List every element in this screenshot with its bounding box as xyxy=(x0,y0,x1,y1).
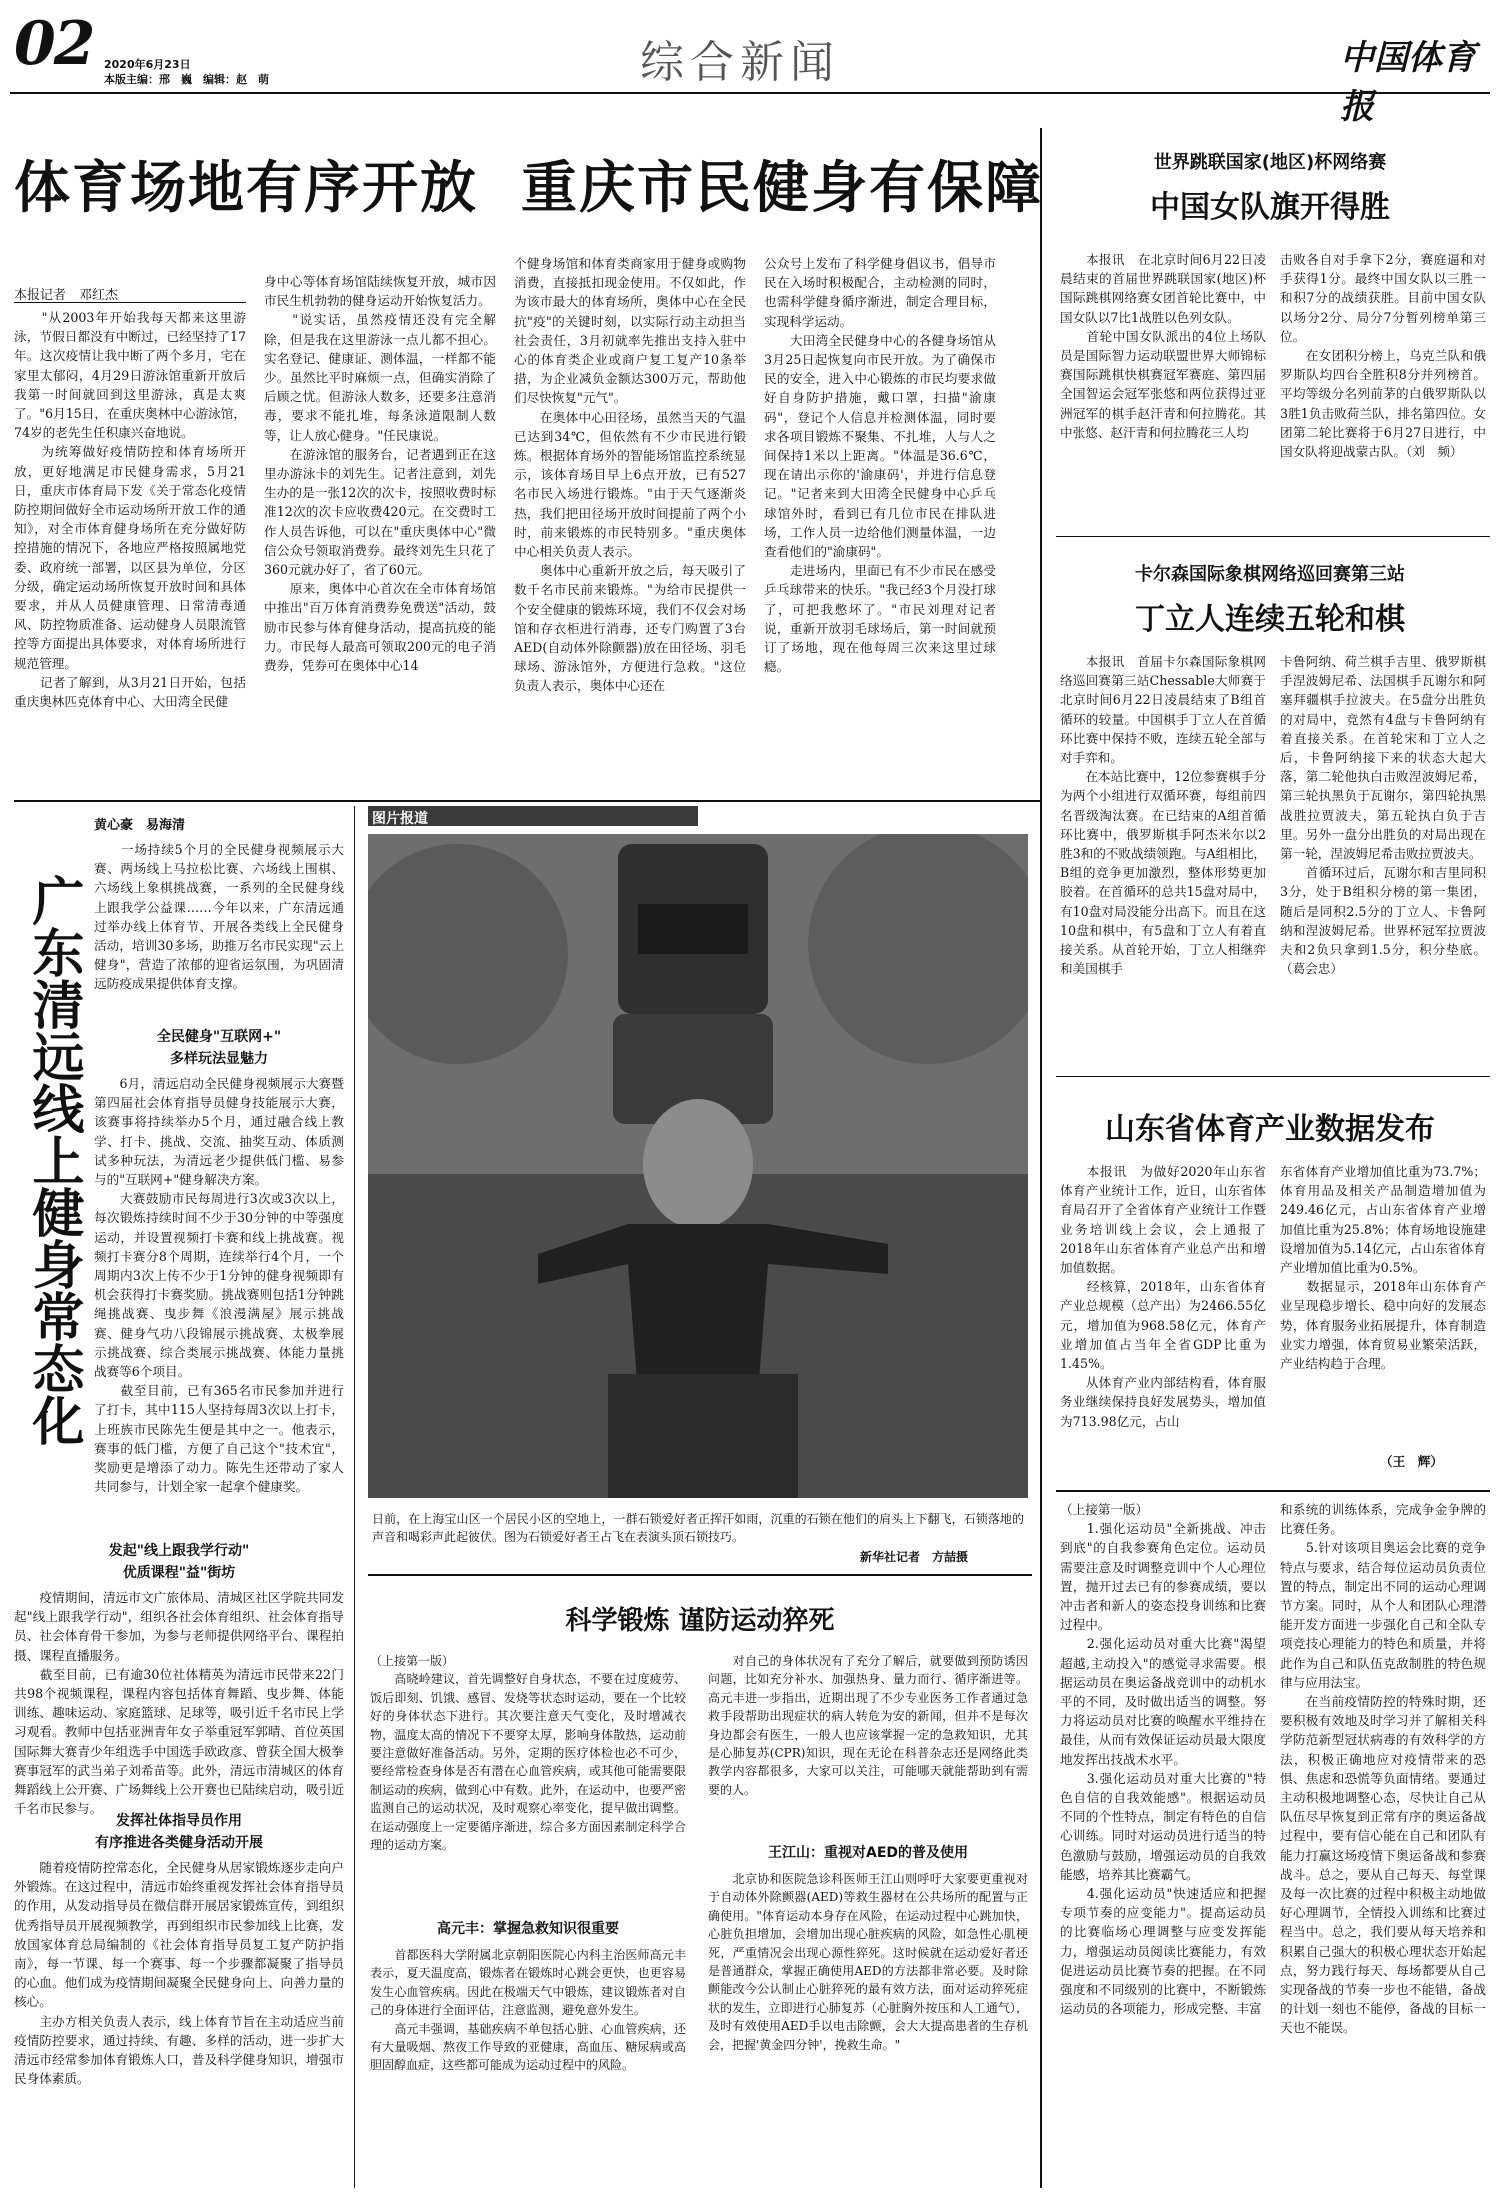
shandong-col-b: 东省体育产业增加值比重为73.7%；体育用品及相关产品制造增加值为249.46亿元，占山东省体育产业增加值比重为25.8%；体育场地设施建设增加值为5.14亿元，占山东省体育产业增加值比重为0.5%。 数据显示，2018年山东体育产业呈现稳步增长、稳中向好的发展态势，体育服务业拓展提升，体育制造业实力增强，体育贸易业繁荣活跃，产业结构趋于合理。 xyxy=(1280,1164,1486,1372)
guangdong-divider xyxy=(354,806,355,2188)
masthead xyxy=(0,0,1500,127)
photo-credit: 新华社记者 方喆摄 xyxy=(860,1550,969,1564)
science-col-b2: 北京协和医院急诊科医师王江山则呼吁大家要更重视对于自动体外除颤器(AED)等救生器材在公共场所的配置与正确使用。"体育运动本身存在风险，在运动过程中心跳加快，心脏负担增加，会增加出现心脏疾病的风险，如急性心肌梗死，严重情况会出现心源性猝死。这时候就在运动爱好者还是普通群众，掌握正确使用AED的方法都非常必要。及时除颤能改今公认制止心脏猝死的最有效方法，面对运动猝死症状的发生，立即进行心肺复苏（心脏胸外按压和人工通气），及时有效使用AED手以电击除颤，会大大提高患者的生存机会，把握'黄金四分钟'，挽救生命。" xyxy=(708,1872,1028,2052)
shandong-col-a: 本报讯 为做好2020年山东省体育产业统计工作，近日，山东省体育局召开了全省体育产业统计工作暨业务培训线上会议，会上通报了2018年山东省体育产业总产出和增加值数据。 经核算，2018年，山东省体育产业总规模（总产出）为2466.55亿元，增加值为968.58亿元，体育产业增加值占当年全省GDP比重为1.45%。 从体育产业内部结构看，体育服务业继续保持良好发展势头，增加值为713.98亿元，占山 xyxy=(1060,1164,1266,1429)
page-number: 02 xyxy=(14,9,94,79)
guangdong-lede: 一场持续5个月的全民健身视频展示大赛、两场线上马拉松比赛、六场线上围棋、六场线上象棋挑战赛，一系列的全民健身线上跟我学公益课……今年以来，广东清远通过举办线上体育节、开展各类线上全民健身活动，培训30多场，助推万名市民实现"云上健身"，营造了浓郁的迎省运氛围，为巩固清远防疫成果提供体育支撑。 xyxy=(94,842,344,992)
section-title: 综合新闻 xyxy=(640,37,840,88)
science-headline: 科学锻炼 谨防运动猝死 xyxy=(565,1606,835,1636)
editors-line: 本版主编：邢 巍 编辑：赵 萌 xyxy=(104,73,269,86)
guangdong-byline: 黄心豪 易海清 xyxy=(94,818,186,833)
women-kicker: 世界跳联国家(地区)杯网络赛 xyxy=(1153,152,1387,173)
women-col-a: 本报讯 在北京时间6月22日凌晨结束的首届世界跳联国家(地区)杯国际跳棋网络赛女团首轮比赛中，中国女队以7比1战胜以色列女队。 首轮中国女队派出的4位上场队员是国际智力运动联盟世界大师锦标赛国际跳棋快棋赛冠军赛庭、第四届全国智运会冠军张悠和两位获得过亚洲冠军的棋手赵汗青和何拉腾花。其中张悠、赵汗青和何拉腾花三人均 xyxy=(1060,252,1266,440)
issue-date: 2020年6月23日 xyxy=(104,58,191,71)
guangdong-para-1: 6月，清远启动全民健身视频展示大赛暨第四届社会体育指导员健身技能展示大赛，该赛事将持续举办5个月，通过融合线上教学、打卡、挑战、交流、抽奖互动、体质测试多种玩法，为清远老少提供低门槛、易参与的"互联网+"健身解决方案。 大赛鼓励市民每周进行3次或3次以上，每次锻炼持续时间不少于30分钟的中等强度运动，并设置视频打卡赛和线上挑战赛。视频打卡赛分8个周期，连续举行4个月，一个周期内3次上传不少于1分钟的健身视频即有机会获得打卡赛奖励。挑战赛则包括1分钟跳绳挑战赛、曳步舞《浪漫满屋》展示挑战赛、健身气功八段锦展示挑战赛、太极拳展示挑战赛、综合类展示挑战赛、体能力量挑战赛等6个项目。 截至目前，已有365名市民参加并进行了打卡，其中115人坚持每周3次以上打卡，上班族市民陈先生便是其中之一。他表示，赛事的低门槛，方便了自己这个"技术宜"，奖励更是增添了动力。陈先生还带动了家人共同参与，计划全家一起拿个健康奖。 xyxy=(94,1076,344,1495)
women-col-b: 击败各自对手拿下2分，赛庭逼和对手获得1分。最终中国女队以三胜一和积7分的战绩获胜。目前中国女队以场分2分、局分7分暂列榜单第三位。 在女团积分榜上，乌克兰队和俄罗斯队均四台全胜积8分并列榜首。平均等级分名列前茅的白俄罗斯队以3胜1负击败荷兰队，排名第四位。女团第二轮比赛将于6月27日进行，中国女队将迎战蒙古队。（刘 频） xyxy=(1280,252,1486,460)
lead-headline: 体育场地有序开放 重庆市民健身有保障 xyxy=(14,156,1043,221)
photo-stone-lock xyxy=(368,834,1028,1498)
byline-rule xyxy=(14,302,246,303)
guangdong-vertical-title: 广东清远线上健身常态化 xyxy=(23,874,83,1446)
continuation-col-b: 和系统的训练体系，完成争金争牌的比赛任务。 5.针对该项目奥运会比赛的竞争特点与要求，结合每位运动员负责位置的特点，制定出不同的运动心理调节方案。同时，从个人和团队心理潜能开发方面进一步强化自己和全队专项竞技心理能力的特色和质量，并将此作为自己和队伍克敌制胜的特色规律与应用法宝。 在当前疫情防控的特殊时期，还要积极有效地及时学习并了解相关科学防范新型冠状病毒的有效科学的方法，积极正确地应对疫情带来的恐惧、焦虑和恐慌等负面情绪。要通过主动积极地调整心态，尽快让自己从队伍尽早恢复到正常有序的奥运备战过程中，要有信心能在自己和团队有能力打赢这场疫情下奥运备战和参赛战斗。总之，要从自己每天、每堂课及每一次比赛的过程中积极主动地做好心理调节，全情投入训练和比赛过程当中。总之，我们要从每天培养和积累自己强大的积极心理状态开始起点，努力践行每天、每场都要从自己实现备战的节奏一步也不能错，备战的计划一刻也不能停，备战的目标一天也不能误。 xyxy=(1280,1502,1486,2036)
guangdong-sub-2: 发起"线上跟我学行动" 优质课程"益"街坊 xyxy=(108,1543,250,1581)
ding-col-b: 卡鲁阿纳、荷兰棋手吉里、俄罗斯棋手涅波姆尼希、法国棋手瓦谢尔和阿塞拜疆棋手拉波夫。在5盘分出胜负的对局中，竞然有4盘与卡鲁阿纳有着直接关系。在首轮宋和丁立人之后，卡鲁阿纳接下来的状态大起大落，第二轮他执白击败涅波姆尼希，第三轮执黑负于瓦谢尔，第四轮执黑战胜拉贾波夫，第五轮执白负于吉里。另外一盘分出胜负的对局出现在第一轮，涅波姆尼希击败拉贾波夫。 首循环过后，瓦谢尔和吉里同积3分，处于B组积分榜的第一集团，随后是同积2.5分的丁立人、卡鲁阿纳和涅波姆尼希。世界杯冠军拉贾波夫和2负只拿到1.5分，积分垫底。（葛会忠） xyxy=(1280,654,1486,977)
guangdong-para-3: 随着疫情防控常态化，全民健身从居家锻炼逐步走向户外锻炼。在这过程中，清远市始终重视发挥社会体育指导员的作用，从发动指导员在微信群开展居家锻炼宣传，到组织优秀指导员开展视频教学，再到组织市民参加线上比赛，发放国家体育总局编制的《社会体育指导员复工复产防护指南》，每一节课、每一个赛事、每一个步骤都凝聚了指导员的心血。他们成为疫情期间凝聚全民健身向上、向善力量的核心。 主办方相关负责人表示，线上体育节旨在主动适应当前疫情防控要求，通过持续、有趣、多样的活动，进一步扩大清远市经常参加体育锻炼人口，普及科学健身知识，增强市民身体素质。 xyxy=(14,1860,344,2087)
lead-bottom-rule xyxy=(14,800,1042,802)
shandong-headline: 山东省体育产业数据发布 xyxy=(1105,1112,1435,1147)
lead-col-1: "从2003年开始我每天都来这里游泳，节假日都没有中断过，已经坚持了17年。这次疫情让我中断了两个多月，宅在家里太郁闷，4月29日游泳馆重新开放后我第一时间就回到这里游泳，真是太爽了。"6月15日，在重庆奥林中心游泳馆，74岁的老先生任积康兴奋地说。 为统筹做好疫情防控和体育场所开放，更好地满足市民健身需求，5月21日，重庆市体育局下发《关于常态化疫情防控期间做好全市运动场所开放工作的通知》，对全市体育健身场所在充分做好防控措施的情况下，各地应严格按照属地党委、政府统一部署，以区县为单位，分区分级，确定运动场所恢复开放时间和具体要求，并从人员健康管理、日常清毒通风、防控物质准备、运动健身人员限流管控等方面提出具体要求，对体育场所进行规范管理。 记者了解到，从3月21日开始，包括重庆奥林匹克体育中心、大田湾全民健 xyxy=(14,310,246,710)
women-rule xyxy=(1056,536,1490,537)
photo-rule xyxy=(368,1574,1032,1576)
guangdong-para-2: 疫情期间，清远市文广旅体局、清城区社区学院共同发起"线上跟我学行动"，组织各社会体育组织、社会体育指导员、社会体育骨干参加，为参与老师提供网络平台、课程拍摄、课程直播服务。 截至目前，已有逾30位社体精英为清远市民带来22门共98个视频课程，课程内容包括体育舞蹈、曳步舞、体能训练、趣味运动、家庭篮球、足球等，吸引近千名市民上学习观看。教师中包括亚洲青年女子举重冠军郭晴、首位英国国际舞大赛青少年组选手中国选手欧政彦、曾获全国大极拳赛事冠军的武当弟子刘希苗等。此外，清远市清城区的体育舞蹈线上公开赛、广场舞线上公开赛也已陆续启动，吸引近千名市民参与。 xyxy=(14,1590,344,1817)
ding-headline: 丁立人连续五轮和棋 xyxy=(1135,602,1405,637)
ding-kicker: 卡尔森国际象棋网络巡回赛第三站 xyxy=(1135,564,1405,585)
photo-caption: 日前，在上海宝山区一个居民小区的空地上，一群石锁爱好者正挥汗如雨，沉重的石锁在他们的肩头上下翻飞，石锁落地的声音和喝彩声此起彼伏。图为石锁爱好者王占飞在表演头顶石锁技巧。 xyxy=(372,1512,1024,1544)
lead-col-3: 个健身场馆和体育类商家用于健身或购物消费，直接抵扣现金使用。不仅如此，作为该市最大的体育场所，奥体中心在全民抗"疫"的关键时刻，以实际行动主动担当社会责任，3月初就率先推出支持入驻中心的体育类企业或商户复工复产10条举措，为企业减负金额达300万元，帮助他们尽快恢复"元气"。 在奥体中心田径场，虽然当天的气温已达到34℃，但依然有不少市民进行锻炼。根据体育场外的智能场馆监控系统显示，该体育场目早上6点开放，已有527名市民入场进行锻炼。"由于天气逐渐炎热，我们把田径场开放时间提前了两个小时，前来锻炼的市民特别多。"重庆奥体中心相关负责人表示。 奥体中心重新开放之后，每天吸引了数千名市民前来锻炼。"为给市民提供一个安全健康的锻炼环境，我们不仅会对场馆和存衣柜进行消毒，还专门购置了3台AED(自动体外除颤器)放在田径场、羽毛球场、游泳馆外，方便进行急救。"这位负责人表示，奥体中心还在 xyxy=(514,256,746,694)
ding-col-a: 本报讯 首届卡尔森国际象棋网络巡回赛第三站Chessable大师赛于北京时间6月22日凌晨结束了B组首循环的较量。中国棋手丁立人在首循环比赛中保持不败，连续五轮全部与对手弈和。 在本站比赛中，12位参赛棋手分为两个小组进行双循环赛，每组前四名晋级淘汰赛。在已结束的A组首循环比赛中，俄罗斯棋手阿杰米尔以2胜3和的不败战绩领跑。与A组相比，B组的竞争更加激烈，整体形势更加胶着。在首循环的总共15盘对局中，有10盘对局没能分出高下。而且在这10盘和棋中，有5盘和丁立人有着直接关系。从首轮开始，丁立人相继弈和美国棋手 xyxy=(1060,654,1267,977)
photo-label: 图片报道 xyxy=(372,811,428,827)
lead-col-2: 身中心等体育场馆陆续恢复开放，城市因市民生机勃勃的健身运动开始恢复活力。 "说实话，虽然疫情还没有完全解除，但是我在这里游泳一点儿都不担心。实名登记、健康证、测体温，一样都不能少。虽然比平时麻烦一点，但确实消除了后顾之忧。但游泳人数多，还要多注意消毒，要求不能扎堆，每条泳道限制人数等，让人放心健身。"任民康说。 在游泳馆的服务台，记者遇到正在这里办游泳卡的刘先生。记者注意到，刘先生办的是一张12次的次卡，按照收费时标准12次的次卡应收费420元。在交费时工作人员告诉他，可以在"重庆奥体中心"微信公众号领取消费券。最终刘先生只花了360元就办好了，省了60元。 原来，奥体中心首次在全市体育场馆中推出"百万体育消费券免费送"活动，鼓励市民参与体育健身活动，提高抗疫的能力。市民每人最高可领取200元的电子消费券，凭券可在奥体中心14 xyxy=(264,274,496,674)
science-col-a: （上接第一版） 高晓岭建议，首先调整好自身状态，不要在过度疲劳、饭后即刻、饥饿、感冒、发烧等状态时运动，要在一个比较好的身体状态下进行。其次要注意天气变化，及时增减衣物，温度太高的情况下不要穿太厚，影响身体散热，运动前要注意做好准备活动。另外，定期的医疗体检也必不可少，要经常检查身体是否有潜在心血管疾病，或其他可能需要限制运动的疾病，做到心中有数。此外，在运动中，也要严密监测自己的运动状况，及时观察心率变化，提早做出调整。在运动强度上一定要循序渐进，综合多方面因素制定科学合理的运动方案。 xyxy=(370,1654,686,1853)
science-sub-wang: 王江山：重视对AED的普及使用 xyxy=(767,1845,969,1861)
guangdong-sub-1: 全民健身"互联网+" 多样玩法显魅力 xyxy=(156,1029,282,1067)
shandong-author: （王 辉） xyxy=(1380,1454,1443,1469)
lead-col-4: 公众号上发布了科学健身倡议书，倡导市民在入场时积极配合，主动检测的同时，也需科学健身循序渐进，制定合理目标，实现科学运动。 大田湾全民健身中心的各健身场馆从3月25日起恢复向市民开放。为了确保市民的安全，进入中心锻炼的市民均要求做好自身防护措施，戴口罩，扫描"渝康码"，登记个人信息并检测体温，同时要求各项目锻炼不聚集、不扎堆，人与人之间保持1米以上距离。"体温是36.6℃，现在请出示你的'渝康码'，并进行信息登记。"记者来到大田湾全民健身中心乒乓球馆外时，看到已有几位市民在排队进场，工作人员一边给他们测量体温，一边查看他们的"渝康码"。 走进场内，里面已有不少市民在感受乒乓球带来的快乐。"我已经3个月没打球了，可把我憋坏了。"市民刘理对记者说，重新开放羽毛球场后，第一时间就预订了场地，现在他每周三次来这里过球瘾。 xyxy=(764,256,996,675)
science-col-a2: 首都医科大学附属北京朝阳医院心内科主治医师高元丰表示，夏天温度高，锻炼者在锻炼时心跳会更快，也更容易发生心血管疾病。因此在极端天气中锻炼，建议锻炼者对自己的身体进行全面评估，注意监测，避免意外发生。 高元丰强调，基础疾病不单包括心脏、心血管疾病，还有大量吸烟、熬夜工作导致的亚健康，高血压、糖尿病或高胆固醇血症，这些都可能成为运动过程中的风险。 xyxy=(370,1948,686,2073)
photo-illustration xyxy=(368,834,1028,1498)
right-column-divider xyxy=(1040,128,1042,2188)
lead-byline: 本报记者 邓红杰 xyxy=(14,288,119,303)
paper-logo: 中国体育报 xyxy=(1340,38,1476,127)
guangdong-sub-3: 发挥社体指导员作用 有序推进各类健身活动开展 xyxy=(95,1813,263,1851)
science-col-b: 对自己的身体状况有了充分了解后，就要做到预防诱因问题，比如充分补水、加强热身、量力而行、循序渐进等。高元丰进一步指出，近期出现了不少专业医务工作者通过急救手段帮助出现症状的病人转危为安的新闻，但并不是每次身边都会有医生，一般人也应该掌握一定的急救知识，尤其是心肺复苏(CPR)知识，现在无论在科普杂志还是网络此类教学内容都很多，大家可以关注，可能哪天就能帮助到有需要的人。 xyxy=(708,1654,1028,1797)
continuation-col-a: （上接第一版） 1.强化运动员"全新挑战、冲击到底"的自我参赛角色定位。运动员需要注意及时调整竞训中个人心理位置，抛开过去已有的参赛成绩，要以冲击者和新人的姿态投身训练和比赛过程中。 2.强化运动员对重大比赛"渴望超越,主动投入"的感觉寻求需要。根据运动员在奥运备战竞训中的动机水平的不同，及时做出适当的调整。努力将运动员对比赛的唤醒水平维持在最佳，从而有效保证运动员最大限度地发挥出技战术水平。 3.强化运动员对重大比赛的"特色自信的自我效能感"。根据运动员不同的个性特点，制定有特色的自信心训练。同时对运动员进行适当的特色激励与鼓励，增强运动员的自我效能感，培养其比赛霸气。 4.强化运动员"快速适应和把握专项节奏的应变能力"。提高运动员的比赛临场心理调整与应变发挥能力，增强运动员阅读比赛能力，有效促进运动员比赛节奏的把握。在不同强度和不同级别的比赛中，不断锻炼运动员的各项能力，形成完整、丰富 xyxy=(1060,1502,1266,2017)
shandong-rule xyxy=(1056,1490,1490,1492)
ding-rule xyxy=(1056,1076,1490,1077)
women-headline: 中国女队旗开得胜 xyxy=(1150,190,1390,225)
science-sub-gao: 高元丰：掌握急救知识很重要 xyxy=(437,1921,619,1937)
masthead-rule xyxy=(10,92,1490,94)
